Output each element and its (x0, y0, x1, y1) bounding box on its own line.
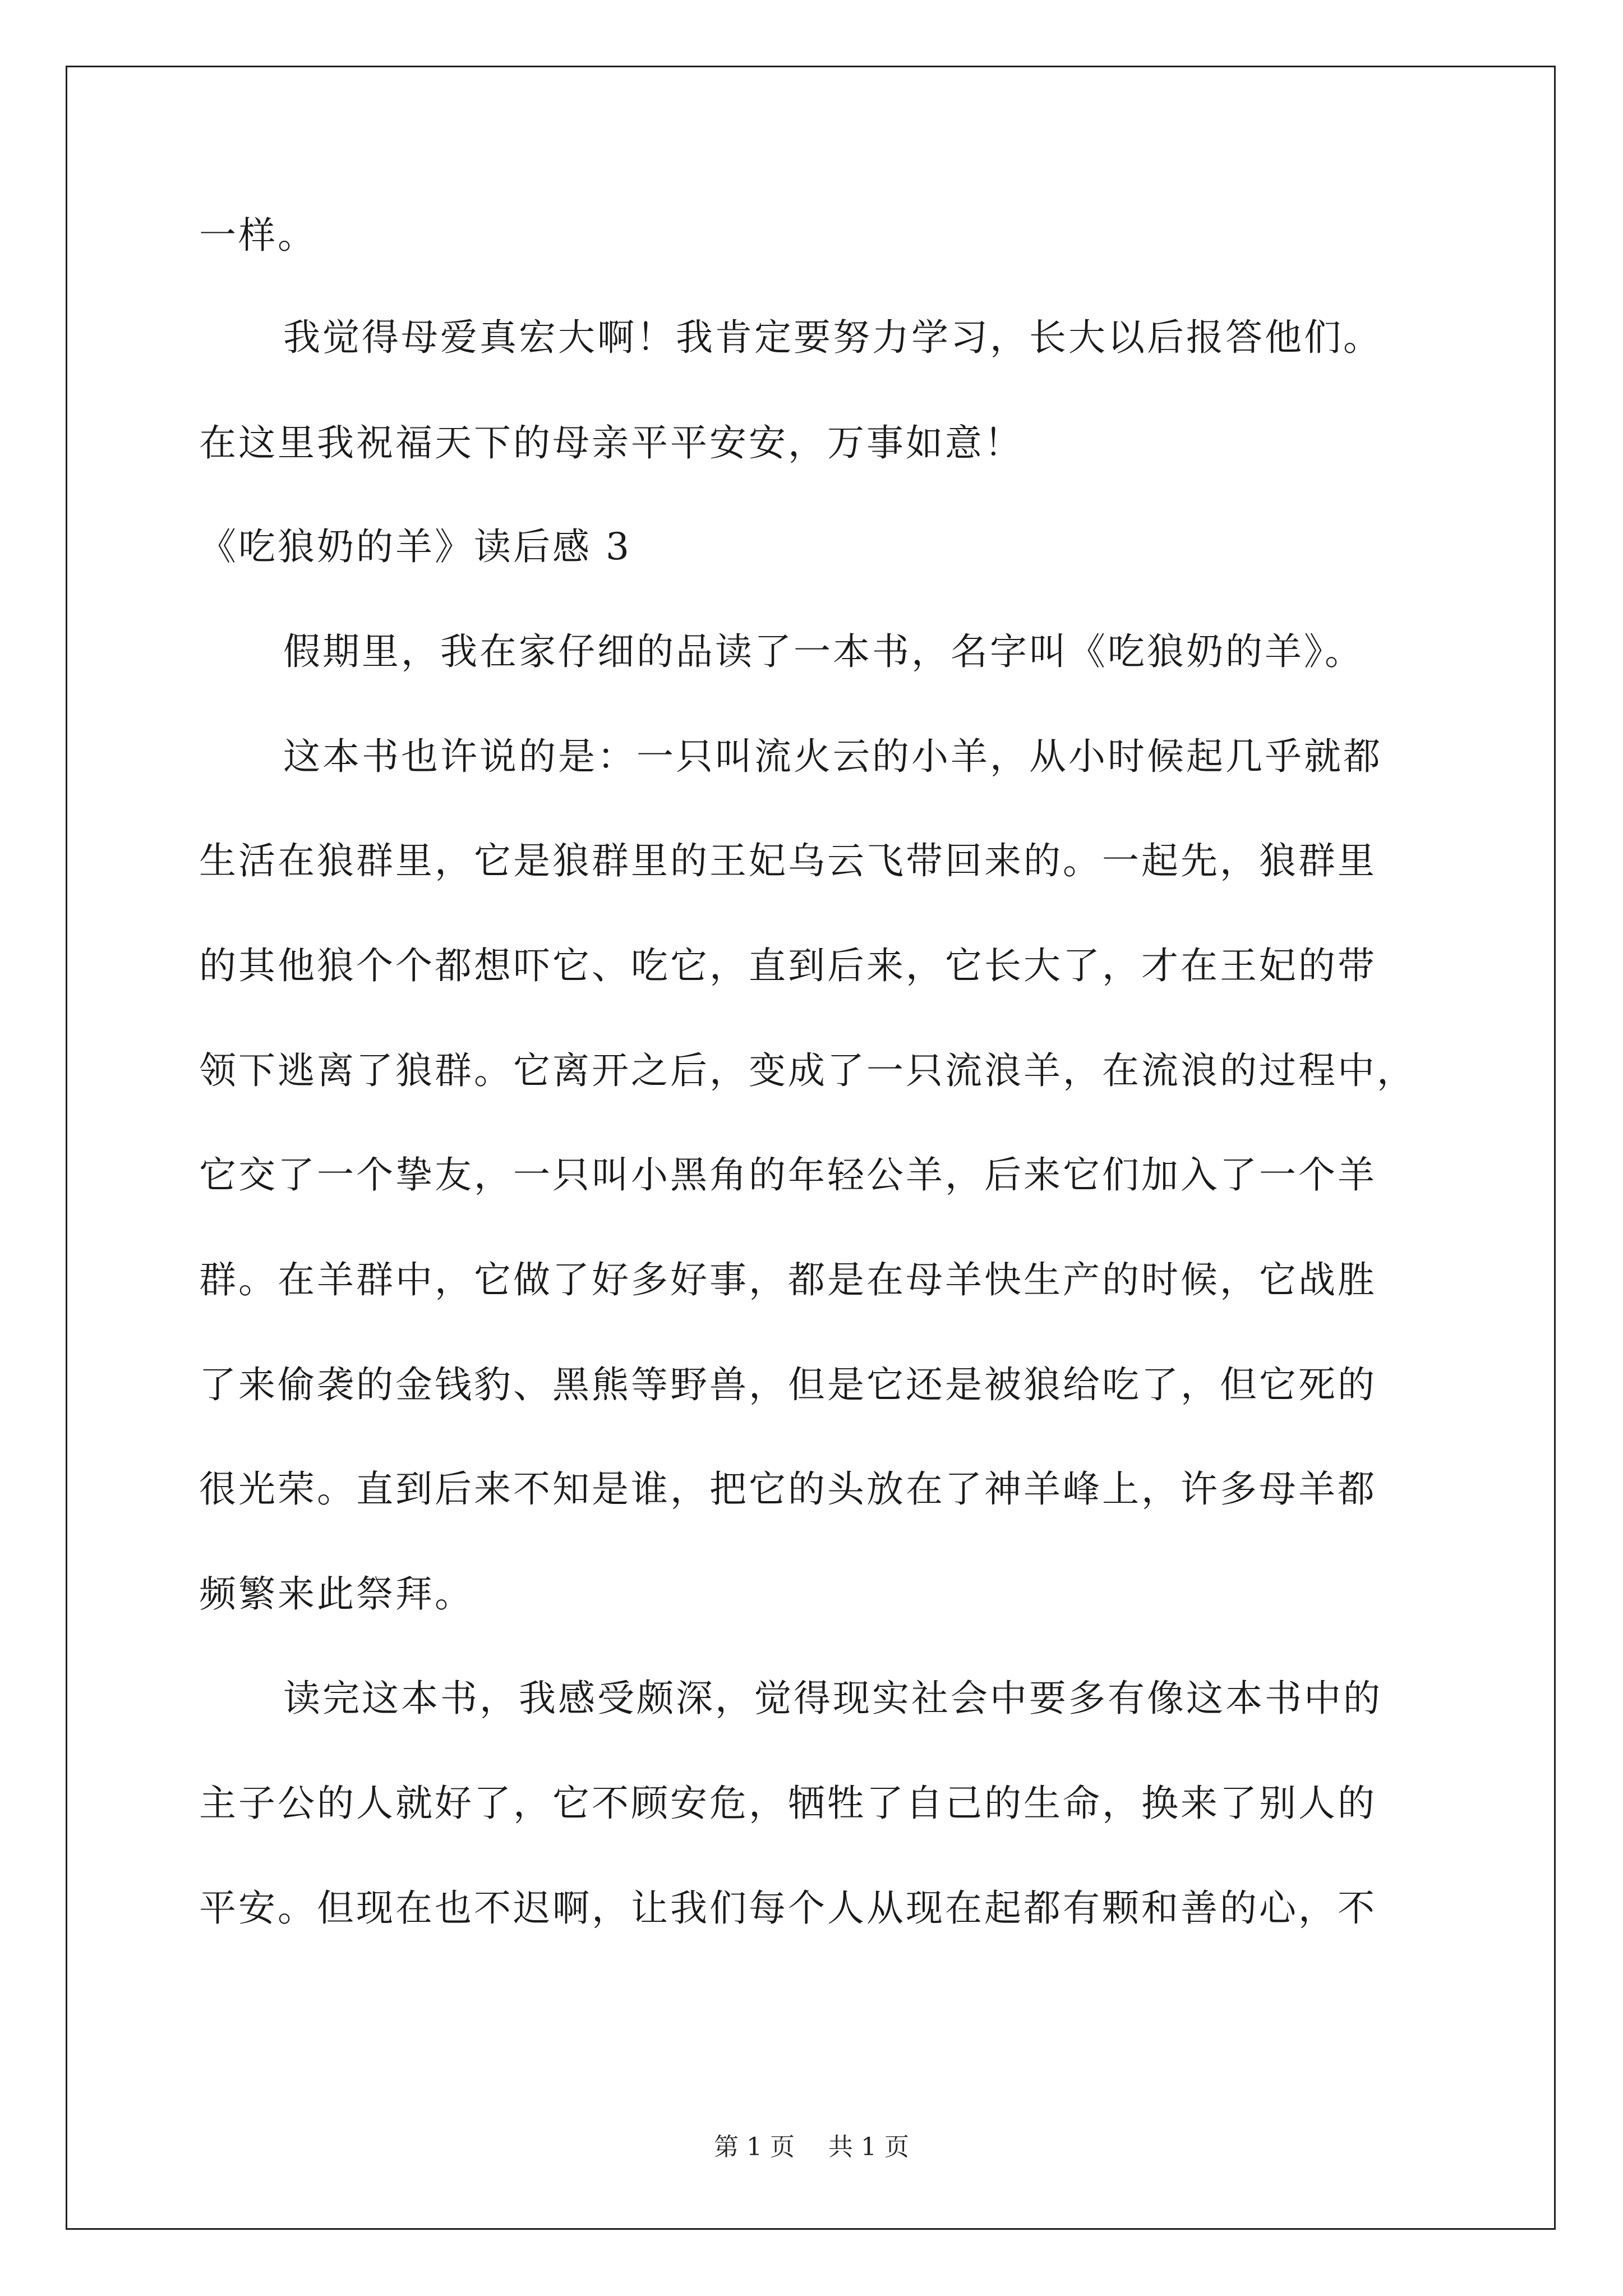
page-number-current: 第 1 页 (714, 2133, 795, 2161)
text-line: 平安。但现在也不迟啊，让我们每个人从现在起都有颗和善的心，不 (199, 1887, 1377, 1930)
paragraph-start-line: 读完这本书，我感受颇深，觉得现实社会中要多有像这本书中的 (283, 1677, 1382, 1720)
paragraph-start-line: 这本书也许说的是：一只叫流火云的小羊，从小时候起几乎就都 (283, 735, 1382, 778)
page-footer (0, 2132, 1623, 2163)
text-line: 了来偷袭的金钱豹、黑熊等野兽，但是它还是被狼给吃了，但它死的 (199, 1363, 1377, 1406)
page-number-total: 共 1 页 (828, 2133, 909, 2161)
text-line: 很光荣。直到后来不知是谁，把它的头放在了神羊峰上，许多母羊都 (199, 1467, 1377, 1511)
text-line: 群。在羊群中，它做了好多好事，都是在母羊快生产的时候，它战胜 (199, 1258, 1377, 1301)
text-line: 生活在狼群里，它是狼群里的王妃乌云飞带回来的。一起先，狼群里 (199, 839, 1377, 882)
text-line: 领下逃离了狼群。它离开之后，变成了一只流浪羊，在流浪的过程中， (199, 1049, 1416, 1092)
paragraph-start-line: 假期里，我在家仔细的品读了一本书，名字叫《吃狼奶的羊》。 (283, 630, 1364, 673)
paragraph-start-line: 我觉得母爱真宏大啊！我肯定要努力学习，长大以后报答他们。 (283, 316, 1382, 359)
text-line: 它交了一个挚友，一只叫小黑角的年轻公羊，后来它们加入了一个羊 (199, 1153, 1377, 1197)
text-line: 的其他狼个个都想吓它、吃它，直到后来，它长大了，才在王妃的带 (199, 944, 1377, 987)
text-line: 频繁来此祭拜。 (199, 1572, 474, 1616)
text-line: 主子公的人就好了，它不顾安危，牺牲了自己的生命，换来了别人的 (199, 1782, 1377, 1825)
text-line: 在这里我祝福天下的母亲平平安安，万事如意！ (199, 421, 1023, 464)
text-line: 一样。 (199, 214, 317, 257)
section-heading: 《吃狼奶的羊》读后感 3 (199, 525, 631, 568)
